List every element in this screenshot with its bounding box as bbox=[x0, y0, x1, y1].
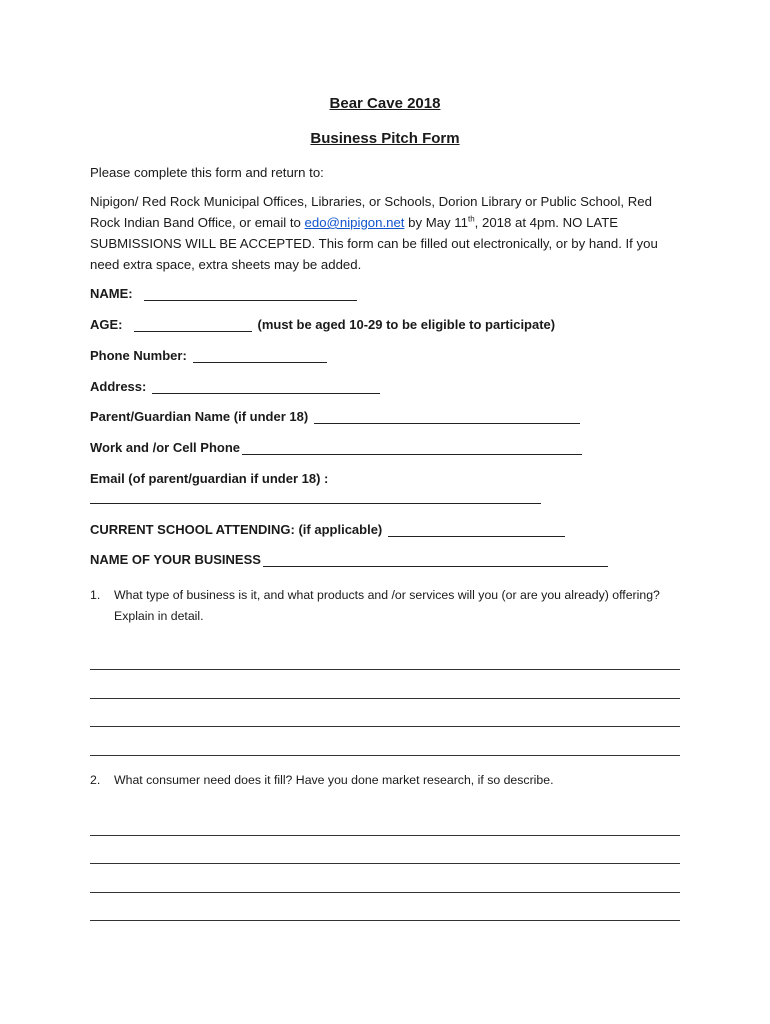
address-blank[interactable] bbox=[152, 380, 380, 394]
school-blank[interactable] bbox=[388, 523, 565, 537]
phone-field bbox=[90, 348, 327, 363]
answer-2-line[interactable] bbox=[90, 920, 680, 921]
instructions-text-start: Nipigon/ Red Rock Municipal Offices, Libraries, or Schools, Dorion Library or Public School, Red Rock Indian Band Office, or email to bbox=[90, 194, 652, 230]
guardian-blank[interactable] bbox=[314, 410, 580, 424]
phone-label: Phone Number: bbox=[90, 348, 187, 363]
deadline-text: by May 11 bbox=[404, 215, 468, 230]
name-label: NAME: bbox=[90, 286, 133, 301]
address-field bbox=[90, 379, 380, 394]
question-1-text: What type of business is it, and what products and /or services will you (or are you already) offering? Explain in detail. bbox=[114, 588, 660, 623]
instruction-text: Please complete this form and return to: bbox=[90, 165, 324, 180]
business-name-field bbox=[90, 552, 608, 567]
answer-1-line[interactable] bbox=[90, 698, 680, 699]
guardian-label: Parent/Guardian Name (if under 18) bbox=[90, 409, 309, 424]
question-2 bbox=[90, 770, 690, 791]
work-cell-blank[interactable] bbox=[242, 441, 582, 455]
email-label: Email (of parent/guardian if under 18) : bbox=[90, 471, 329, 486]
email-link[interactable]: edo@nipigon.net bbox=[304, 215, 405, 230]
age-label: AGE: bbox=[90, 317, 123, 332]
guardian-field bbox=[90, 409, 580, 424]
email-field bbox=[90, 471, 328, 486]
question-1-number: 1. bbox=[90, 588, 101, 602]
answer-1-line[interactable] bbox=[90, 726, 680, 727]
question-1 bbox=[90, 585, 690, 627]
form-title: Bear Cave 2018 bbox=[329, 95, 441, 112]
school-label: CURRENT SCHOOL ATTENDING: (if applicable) bbox=[90, 522, 383, 537]
answer-2-line[interactable] bbox=[90, 863, 680, 864]
question-2-number: 2. bbox=[90, 773, 101, 787]
name-blank[interactable] bbox=[144, 287, 357, 301]
answer-2-line[interactable] bbox=[90, 892, 680, 893]
business-name-blank[interactable] bbox=[263, 553, 608, 567]
age-eligibility-note: (must be aged 10-29 to be eligible to participate) bbox=[257, 317, 556, 332]
email-blank[interactable] bbox=[90, 503, 541, 504]
work-cell-field bbox=[90, 440, 582, 455]
school-field bbox=[90, 522, 565, 537]
instructions-text-end: , 2018 at 4pm. NO LATE SUBMISSIONS WILL BE ACCEPTED. This form can be filled out electronically, or by hand. If you need extra space, extra sheets may be added. bbox=[90, 215, 658, 272]
age-blank[interactable] bbox=[134, 318, 252, 332]
address-label: Address: bbox=[90, 379, 147, 394]
phone-blank[interactable] bbox=[193, 349, 327, 363]
answer-1-line[interactable] bbox=[90, 755, 680, 756]
answer-1-line[interactable] bbox=[90, 669, 680, 670]
form-subtitle: Business Pitch Form bbox=[310, 130, 460, 147]
age-field bbox=[90, 317, 555, 332]
answer-2-line[interactable] bbox=[90, 835, 680, 836]
instructions-paragraph bbox=[90, 191, 685, 275]
name-field bbox=[90, 286, 357, 301]
question-2-text: What consumer need does it fill? Have you done market research, if so describe. bbox=[114, 773, 554, 787]
work-cell-label: Work and /or Cell Phone bbox=[90, 440, 241, 455]
business-name-label: NAME OF YOUR BUSINESS bbox=[90, 552, 261, 567]
date-suffix: th bbox=[467, 214, 475, 224]
